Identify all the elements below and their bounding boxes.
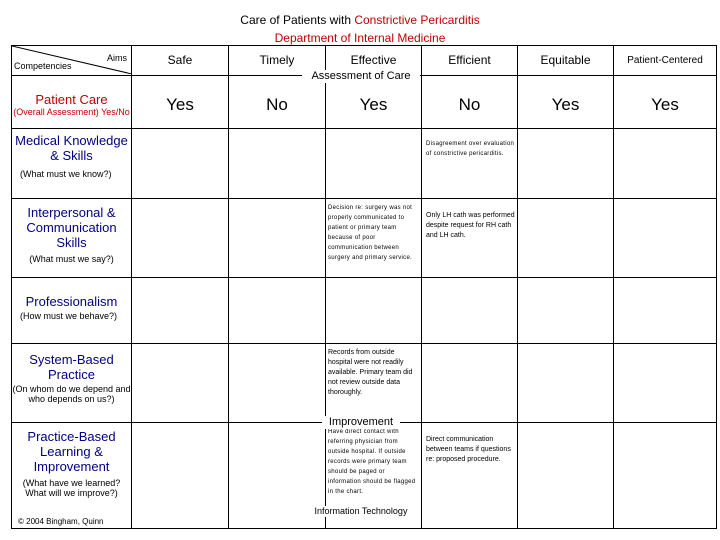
- cell-ics-timely: [229, 199, 326, 278]
- cell-sbp-equitable: [518, 343, 614, 422]
- professionalism-subtitle: (How must we behave?): [20, 310, 118, 321]
- cell-prof-equitable: [518, 277, 614, 343]
- note-ics-effective: Decision re: surgery was not properly communicated to patient or primary team because of poor communication between surgery and primary service.: [328, 205, 413, 262]
- title-prefix: Care of Patients with: [240, 13, 355, 27]
- pbli-title: Practice-Based Learning & Improvement: [27, 428, 116, 474]
- cell-mk-safe: [132, 128, 229, 198]
- note-mk-efficient: Disagreement over evaluation of constrictive pericarditis.: [426, 140, 515, 157]
- corner-cell: [12, 46, 132, 76]
- it-band-label: Information Technology: [305, 506, 417, 517]
- aim-effective: Effective: [326, 46, 422, 76]
- assessment-equitable: Yes: [518, 75, 614, 128]
- row-patient-care: [12, 75, 132, 128]
- cell-prof-efficient: [422, 277, 518, 343]
- cell-pbli-patient-centered: [614, 422, 717, 528]
- interpersonal-title: Interpersonal & Communication Skills: [26, 205, 117, 251]
- assessment-patient-centered: Yes: [614, 75, 717, 128]
- aim-safe: Safe: [132, 46, 229, 76]
- aims-label: Aims: [107, 53, 127, 63]
- cell-pbli-safe: [132, 422, 229, 528]
- copyright-footer: © 2004 Bingham, Quinn: [18, 517, 104, 526]
- cell-sbp-timely: [229, 343, 326, 422]
- competencies-label: Competencies: [14, 61, 72, 71]
- cell-prof-effective: [326, 277, 422, 343]
- cell-prof-safe: [132, 277, 229, 343]
- aim-efficient: Efficient: [422, 46, 518, 76]
- row-systems: [12, 343, 132, 422]
- cell-sbp-efficient: [422, 343, 518, 422]
- cell-ics-equitable: [518, 199, 614, 278]
- assessment-safe: Yes: [132, 75, 229, 128]
- cell-prof-timely: [229, 277, 326, 343]
- page-subtitle: Department of Internal Medicine: [274, 31, 446, 45]
- aim-patient-centered: Patient-Centered: [614, 46, 717, 76]
- assessment-effective: Yes: [326, 75, 422, 128]
- row-medical-knowledge: [12, 128, 132, 198]
- page-title: [0, 12, 720, 28]
- cell-mk-effective: [326, 128, 422, 198]
- cell-mk-timely: [229, 128, 326, 198]
- cell-mk-patient-centered: [614, 128, 717, 198]
- cell-ics-effective: [326, 199, 422, 278]
- interpersonal-subtitle: (What must we say?): [29, 254, 114, 265]
- pbli-subtitle: (What have we learned? What will we improve?): [22, 477, 121, 498]
- cell-mk-efficient: [422, 128, 518, 198]
- assessment-band-label: Assessment of Care: [302, 70, 420, 83]
- title-highlight: Constrictive Pericarditis: [354, 13, 480, 27]
- row-interpersonal: [12, 199, 132, 278]
- cell-pbli-efficient: [422, 422, 518, 528]
- aim-equitable: Equitable: [518, 46, 614, 76]
- note-sbp-effective: Records from outside hospital were not readily available. Primary team did not review outside data thoroughly.: [328, 348, 413, 396]
- cell-mk-equitable: [518, 128, 614, 198]
- cell-sbp-effective: [326, 343, 422, 422]
- patient-care-subtitle: (Overall Assessment) Yes/No: [13, 106, 130, 117]
- cell-prof-patient-centered: [614, 277, 717, 343]
- note-pbli-efficient: Direct communication between teams if questions re: proposed procedure.: [426, 435, 511, 463]
- assessment-efficient: No: [422, 75, 518, 128]
- quality-matrix-table: [11, 45, 717, 529]
- cell-pbli-equitable: [518, 422, 614, 528]
- improvement-band-label: Improvement: [322, 416, 400, 429]
- cell-sbp-safe: [132, 343, 229, 422]
- assessment-timely: No: [229, 75, 326, 128]
- cell-ics-patient-centered: [614, 199, 717, 278]
- cell-ics-efficient: [422, 199, 518, 278]
- medical-knowledge-subtitle: (What must we know?): [20, 168, 112, 179]
- note-ics-efficient: Only LH cath was performed despite request for RH cath and LH cath.: [426, 212, 515, 240]
- row-professionalism: [12, 277, 132, 343]
- note-pbli-effective: Have direct contact with referring physician from outside hospital. If outside records were primary team should be paged or information should be flagged in the chart.: [328, 428, 416, 495]
- professionalism-title: Professionalism: [25, 293, 118, 309]
- row-pbli: [12, 422, 132, 528]
- aim-timely: Timely: [229, 46, 326, 76]
- cell-sbp-patient-centered: [614, 343, 717, 422]
- medical-knowledge-title: Medical Knowledge & Skills: [15, 132, 128, 163]
- cell-ics-safe: [132, 199, 229, 278]
- patient-care-title: Patient Care: [35, 91, 108, 107]
- systems-subtitle: (On whom do we depend and who depends on us?): [12, 383, 131, 404]
- systems-title: System-Based Practice: [29, 351, 114, 382]
